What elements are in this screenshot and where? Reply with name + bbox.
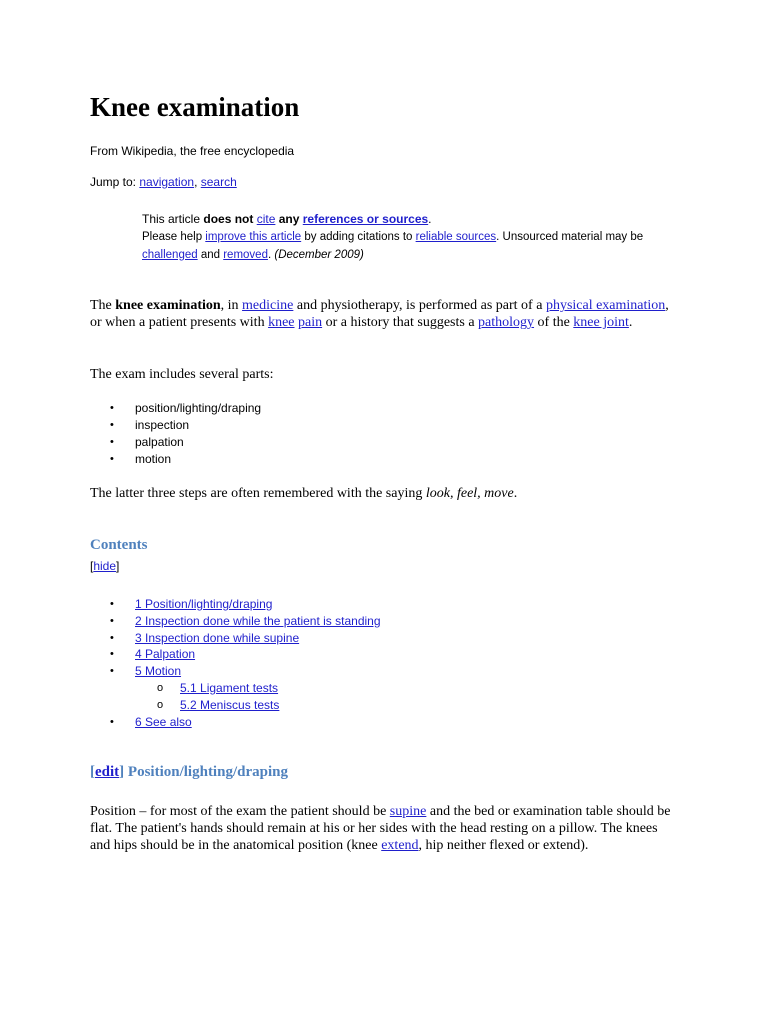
toc-subitem xyxy=(135,680,381,697)
physical-examination-link[interactable]: physical examination xyxy=(545,298,666,313)
intro-text: or a history that suggests a xyxy=(322,315,479,330)
list-item: • palpation xyxy=(90,434,261,451)
intro-text: The xyxy=(90,298,116,313)
list-item: • inspection xyxy=(90,417,261,434)
page-title: Knee examination xyxy=(90,92,300,122)
toc-link-position[interactable]: 1 Position/lighting/draping xyxy=(135,597,273,611)
notice-bold: any xyxy=(278,212,300,226)
list-item: • motion xyxy=(90,451,261,468)
bracket: [ xyxy=(90,559,94,573)
notice-text: . xyxy=(428,212,432,226)
bracket: ] xyxy=(119,764,128,780)
improve-article-link[interactable]: improve this article xyxy=(205,231,302,243)
toc-item xyxy=(90,630,381,647)
bracket: ] xyxy=(116,559,120,573)
supine-link[interactable]: supine xyxy=(389,804,427,819)
notice-bold: does not xyxy=(203,212,254,226)
table-of-contents xyxy=(90,596,381,730)
intro-text: , in xyxy=(220,298,243,313)
extend-link[interactable]: extend xyxy=(381,838,419,853)
position-text: , hip neither flexed or extend). xyxy=(418,838,589,853)
list-item: • position/lighting/draping xyxy=(90,400,261,417)
toc-link-palpation[interactable]: 4 Palpation xyxy=(135,647,196,662)
saying-text: The latter three steps are often remembered with the saying xyxy=(90,486,426,501)
position-text: Position – for most of the exam the patient should be xyxy=(90,804,390,819)
pathology-link[interactable]: pathology xyxy=(478,315,535,330)
pain-link[interactable]: pain xyxy=(298,315,323,330)
notice-text: . xyxy=(267,249,275,261)
toc-subitem xyxy=(135,697,381,714)
toc-link-see-also[interactable]: 6 See also xyxy=(135,714,192,729)
intro-bold: knee examination xyxy=(115,298,221,313)
toc-link-motion[interactable]: 5 Motion xyxy=(135,664,182,679)
toc-toggle xyxy=(90,559,119,573)
saying-italic: look, feel, move xyxy=(425,486,514,501)
intro-paragraph xyxy=(90,297,675,331)
navigation-link[interactable]: navigation xyxy=(139,175,195,189)
toc-link-inspection-standing[interactable]: 2 Inspection done while the patient is standing xyxy=(135,613,381,628)
toc-item xyxy=(90,646,381,663)
references-link[interactable]: references or sources xyxy=(302,212,429,226)
toc-link-meniscus-tests[interactable]: 5.2 Meniscus tests xyxy=(180,697,280,712)
toc-sublist xyxy=(135,680,381,714)
reliable-sources-link[interactable]: reliable sources xyxy=(415,231,497,243)
notice-text: by adding citations to xyxy=(301,231,416,243)
toc-item xyxy=(90,613,381,630)
position-paragraph xyxy=(90,803,675,854)
toc-item xyxy=(90,596,381,613)
medicine-link[interactable]: medicine xyxy=(242,298,294,313)
jump-prefix: Jump to: xyxy=(90,175,140,189)
hide-toc-link[interactable]: hide xyxy=(93,559,117,573)
cite-link[interactable]: cite xyxy=(256,212,276,226)
knee-joint-link[interactable]: knee joint xyxy=(573,315,629,330)
section-title: Position/lighting/draping xyxy=(127,764,288,780)
toc-item xyxy=(90,663,381,713)
notice-text: Please help xyxy=(142,231,206,243)
intro-text: . xyxy=(628,315,633,330)
intro-text: of the xyxy=(534,315,574,330)
notice-date: (December 2009) xyxy=(274,249,364,261)
intro-text: and physiotherapy, is performed as part of a xyxy=(293,298,546,313)
position-text: and the bed or examination table should be flat. The patient's hands should remain at his or her sides with the head resting on a pillow. The knees and hips should be in the anatomical position (knee xyxy=(90,804,671,853)
toc-link-inspection-supine[interactable]: 3 Inspection done while supine xyxy=(135,630,300,645)
search-link[interactable]: search xyxy=(200,175,237,189)
contents-heading: Contents xyxy=(90,537,148,553)
edit-section-link[interactable]: edit xyxy=(95,764,120,780)
intro-text: , or when a patient presents with xyxy=(90,298,669,330)
section-heading xyxy=(90,764,288,781)
parts-intro: The exam includes several parts: xyxy=(90,367,274,382)
site-subtitle: From Wikipedia, the free encyclopedia xyxy=(90,144,295,158)
unreferenced-notice xyxy=(142,210,662,264)
exam-parts-list xyxy=(90,400,261,468)
notice-text: . Unsourced material may be xyxy=(496,231,644,243)
notice-text: This article xyxy=(142,212,204,226)
challenged-link[interactable]: challenged xyxy=(142,249,198,261)
saying-paragraph xyxy=(90,486,517,502)
saying-text: . xyxy=(513,486,518,501)
knee-link[interactable]: knee xyxy=(268,315,295,330)
jump-separator: , xyxy=(194,175,201,189)
jump-to-bar xyxy=(90,175,237,189)
notice-text: and xyxy=(197,249,224,261)
toc-item xyxy=(90,714,381,731)
toc-link-ligament-tests[interactable]: 5.1 Ligament tests xyxy=(180,680,279,695)
removed-link[interactable]: removed xyxy=(223,249,268,261)
bracket: [ xyxy=(90,764,95,780)
